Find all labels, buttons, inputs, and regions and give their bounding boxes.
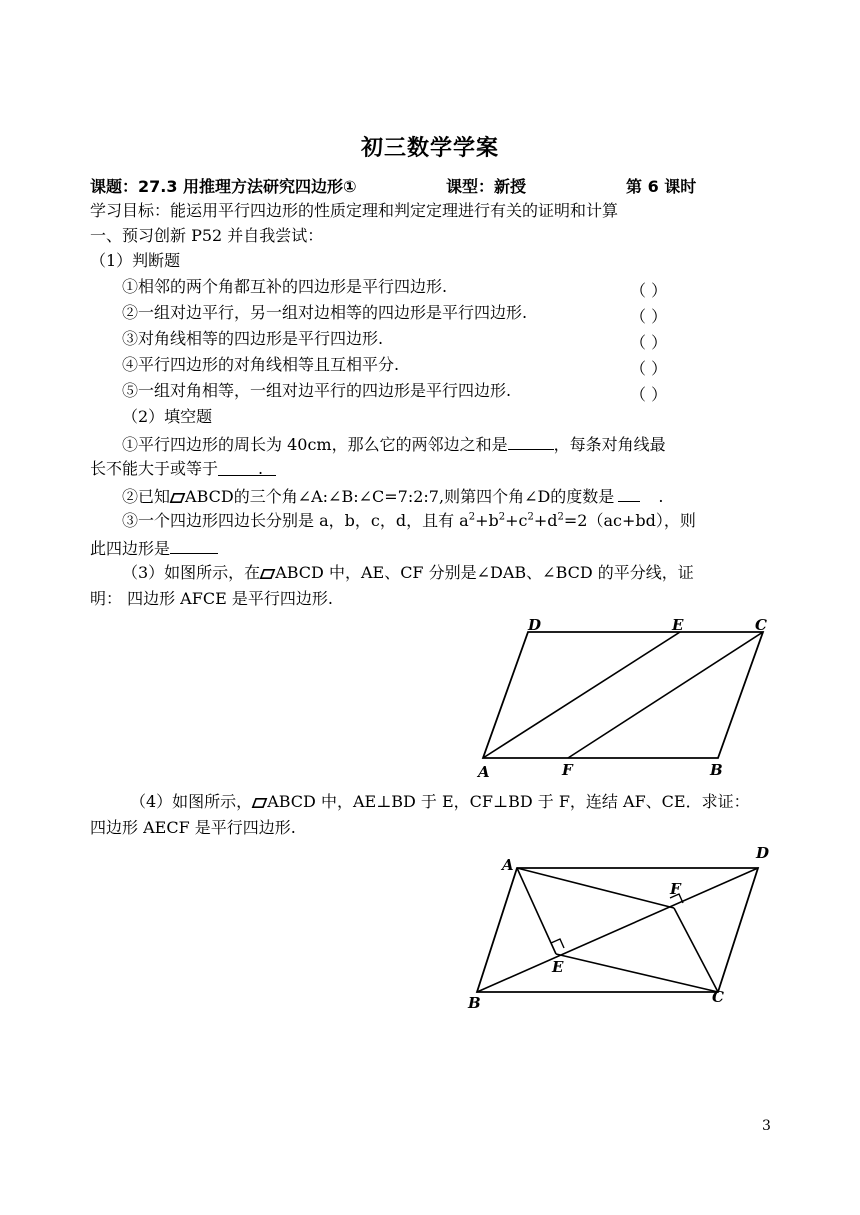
segment-cf [568,632,763,758]
fill-blank-3[interactable] [618,485,640,502]
label-a-2: A [502,856,514,874]
fill-q3-text-a: ③一个四边形四边长分别是 a，b，c，d，且有 a [122,511,469,530]
fill-q1-text-c: 长不能大于或等于 [90,459,219,478]
parallelogram-symbol-icon [252,798,267,808]
parallelogram-symbol-icon [170,493,185,503]
fill-q3-text-d: +d [533,511,558,530]
fill-q3-text-b: +b [475,511,499,530]
segment-cf-2 [674,908,718,992]
segment-ce [556,954,718,992]
label-d: D [528,616,542,634]
part1-heading: （1）判断题 [90,251,181,270]
label-b: B [710,761,723,779]
fill-q2-text-b: ABCD的三个角∠A:∠B:∠C=7:2:7,则第四个角∠D的度数是 [185,487,615,506]
part3-text-a: （3）如图所示，在 [122,563,261,582]
label-d-2: D [756,844,770,862]
fill-q3-line2 [90,537,218,559]
answer-paren-3[interactable]: （ ） [630,333,668,352]
answer-paren-1[interactable]: （ ） [630,281,668,300]
exponent: 2 [557,511,564,523]
fill-blank-4[interactable] [170,537,218,554]
fill-q3-text-e: =2（ac+bd），则 [563,511,696,530]
section-heading: 一、预习创新 P52 并自我尝试： [90,226,324,245]
fill-q2-text-a: ②已知 [122,487,171,506]
fill-q2-line [122,485,663,507]
label-f: F [562,761,573,779]
part4-line1 [130,792,750,812]
fill-q1-text-b: ，每条对角线最 [553,435,666,454]
judge-item-2: ②一组对边平行，另一组对边相等的四边形是平行四边形. [122,303,528,322]
exponent: 2 [498,511,506,523]
label-a: A [478,763,490,781]
label-c: C [755,616,767,634]
fill-q1-text-a: ①平行四边形的周长为 40cm，那么它的两邻边之和是 [122,435,508,454]
part2-heading: （2）填空题 [122,407,213,426]
page-title: 初三数学学案 [360,136,499,161]
lesson-type: 课型：新授 [446,177,527,196]
judge-item-5: ⑤一组对角相等，一组对边平行的四边形是平行四边形. [122,381,512,400]
diagonal-bd [477,868,758,992]
fill-q2-dot: . [658,487,664,506]
label-c-2: C [712,988,724,1006]
page-number: 3 [762,1118,771,1134]
label-f-2: F [670,880,681,898]
segment-af [517,868,674,908]
figure-parallelogram-afce [470,610,780,780]
answer-paren-4[interactable]: （ ） [630,359,668,378]
part3-line1 [122,563,694,583]
learning-objective: 学习目标：能运用平行四边形的性质定理和判定定理进行有关的证明和计算 [90,201,619,220]
part3-line2: 明： 四边形 AFCE 是平行四边形. [90,589,333,608]
fill-blank-2[interactable] [218,459,276,476]
part4-line2: 四边形 AECF 是平行四边形. [90,818,296,837]
label-e: E [672,616,684,634]
answer-paren-2[interactable]: （ ） [630,307,668,326]
fill-q3-text-c: +c [505,511,528,530]
fill-q3-text-f: 此四边形是 [90,539,171,558]
fill-q3-line1 [122,511,696,531]
judge-item-1: ①相邻的两个角都互补的四边形是平行四边形. [122,277,448,296]
part4-text-b: ABCD 中，AE⊥BD 于 E，CF⊥BD 于 F，连结 AF、CE．求证： [267,792,750,811]
figure-parallelogram-aecf [460,840,780,1015]
fill-blank-1[interactable] [508,433,554,450]
label-e-2: E [552,958,564,976]
exponent: 2 [527,511,534,523]
lesson-period: 第 6 课时 [626,177,697,196]
answer-paren-5[interactable]: （ ） [630,385,668,404]
fill-q1-line2 [90,459,276,479]
fill-q1-dot: . [258,459,264,478]
parallelogram-abcd [483,632,763,758]
judge-item-3: ③对角线相等的四边形是平行四边形. [122,329,384,348]
label-b-2: B [468,994,481,1012]
segment-ae-2 [517,868,556,954]
segment-ae [483,632,680,758]
part4-text-a: （4）如图所示， [130,792,253,811]
lesson-topic: 课题：27.3 用推理方法研究四边形① [90,177,357,196]
exponent: 2 [468,511,476,523]
fill-q1-line1 [122,433,666,455]
part3-text-b: ABCD 中，AE、CF 分别是∠DAB、∠BCD 的平分线，证 [275,563,694,582]
judge-item-4: ④平行四边形的对角线相等且互相平分. [122,355,400,374]
parallelogram-symbol-icon [260,569,275,579]
